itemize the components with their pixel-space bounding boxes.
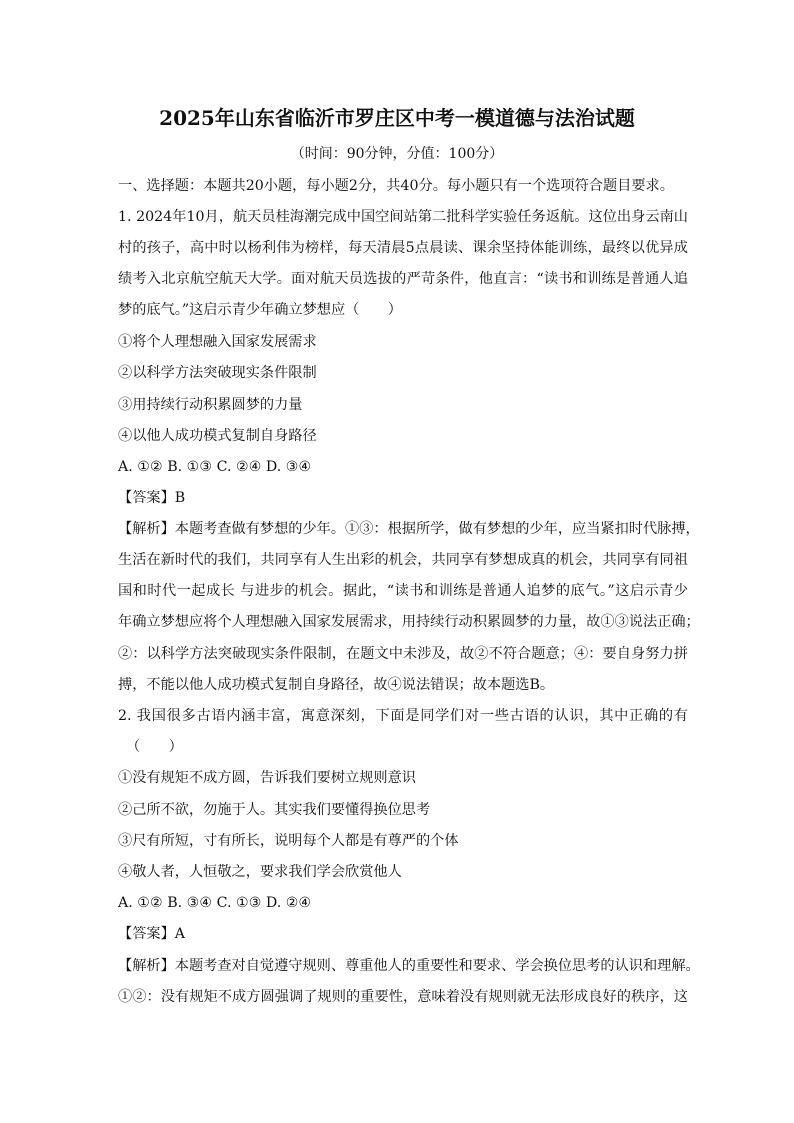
question-1-stem: 村的孩子，高中时以杨利伟为榜样，每天清晨5点晨读、课余坚持体能训练，最终以优异成 — [118, 240, 688, 256]
question-1-option: ④以他人成功模式复制自身路径 — [118, 428, 317, 444]
question-1-analysis: ②：以科学方法突破现实条件限制，在题文中未涉及，故②不符合题意；④：要自身努力拼 — [118, 646, 688, 662]
question-2-option: ③尺有所短，寸有所长，说明每个人都是有尊严的个体 — [118, 833, 459, 849]
question-1-option: ①将个人理想融入国家发展需求 — [118, 334, 317, 350]
question-1-analysis: 搏，不能以他人成功模式复制自身路径，故④说法错误；故本题选B。 — [118, 677, 555, 693]
question-2-option: ①没有规矩不成方圆，告诉我们要树立规则意识 — [118, 770, 416, 786]
question-2-answer: 【答案】A — [118, 926, 185, 942]
question-1-stem: 梦的底气。”这启示青少年确立梦想应（ ） — [118, 302, 402, 318]
question-1-analysis: 国和时代一起成长 与进步的机会。据此，“读书和训练是普通人追梦的底气。”这启示青少 — [118, 583, 688, 599]
question-1-stem: 绩考入北京航空航天大学。面对航天员选拔的严苛条件，他直言：“读书和训练是普通人追 — [118, 271, 688, 287]
question-1-choices: A. ①② B. ①③ C. ②④ D. ③④ — [118, 459, 312, 475]
question-1-option: ③用持续行动积累圆梦的力量 — [118, 397, 303, 413]
question-2-analysis: ①②：没有规矩不成方圆强调了规则的重要性，意味着没有规则就无法形成良好的秩序，这 — [118, 989, 688, 1005]
question-2-stem: 2. 我国很多古语内涵丰富，寓意深刻，下面是同学们对一些古语的认识，其中正确的有 — [118, 708, 688, 724]
question-1-option: ②以科学方法突破现实条件限制 — [118, 365, 317, 381]
question-1-analysis: 生活在新时代的我们，共同享有人生出彩的机会，共同享有梦想成真的机会，共同享有同祖 — [118, 552, 688, 568]
question-1-answer: 【答案】B — [118, 490, 186, 506]
exam-info: （时间：90分钟，分值：100分） — [290, 146, 504, 162]
question-2-option: ②己所不欲，勿施于人。其实我们要懂得换位思考 — [118, 802, 431, 818]
question-2-option: ④敬人者，人恒敬之，要求我们学会欣赏他人 — [118, 864, 402, 880]
question-2-analysis: 【解析】本题考查对自觉遵守规则、尊重他人的重要性和要求、学会换位思考的认识和理解。 — [118, 958, 700, 974]
question-2-stem: （ ） — [126, 739, 183, 755]
question-1-analysis: 【解析】本题考查做有梦想的少年。①③：根据所学，做有梦想的少年，应当紧扣时代脉搏， — [118, 521, 700, 537]
question-1-analysis: 年确立梦想应将个人理想融入国家发展需求，用持续行动积累圆梦的力量，故①③说法正确； — [118, 614, 700, 630]
page-title: 2025年山东省临沂市罗庄区中考一模道德与法治试题 — [159, 106, 635, 130]
question-2-choices: A. ①② B. ③④ C. ①③ D. ②④ — [118, 895, 312, 911]
section-heading: 一、选择题：本题共20小题，每小题2分，共40分。每小题只有一个选项符合题目要求。 — [118, 178, 674, 194]
question-1-stem: 1. 2024年10月，航天员桂海潮完成中国空间站第二批科学实验任务返航。这位出身云南山 — [118, 209, 688, 225]
